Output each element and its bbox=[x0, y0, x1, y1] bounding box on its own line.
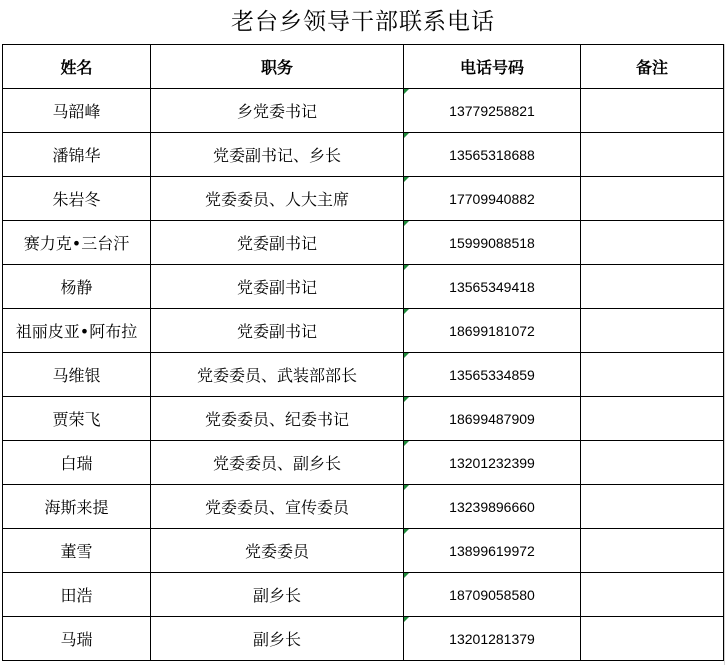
cell-name[interactable]: 杨静 bbox=[3, 265, 151, 309]
cell-phone[interactable]: 13239896660 bbox=[404, 485, 581, 529]
cell-phone[interactable]: 18699181072 bbox=[404, 309, 581, 353]
cell-phone[interactable]: 13565318688 bbox=[404, 133, 581, 177]
cell-phone[interactable]: 13201232399 bbox=[404, 441, 581, 485]
cell-phone[interactable]: 13565334859 bbox=[404, 353, 581, 397]
cell-role[interactable]: 党委委员、纪委书记 bbox=[151, 397, 404, 441]
cell-note[interactable] bbox=[581, 309, 724, 353]
cell-name[interactable]: 海斯来提 bbox=[3, 485, 151, 529]
header-name[interactable]: 姓名 bbox=[3, 45, 151, 89]
cell-name[interactable]: 潘锦华 bbox=[3, 133, 151, 177]
table-row bbox=[3, 89, 724, 133]
table-row bbox=[3, 485, 724, 529]
cell-name[interactable]: 董雪 bbox=[3, 529, 151, 573]
cell-role[interactable]: 党委副书记、乡长 bbox=[151, 133, 404, 177]
cell-name[interactable]: 祖丽皮亚•阿布拉 bbox=[3, 309, 151, 353]
cell-note[interactable] bbox=[581, 573, 724, 617]
table-row bbox=[3, 133, 724, 177]
cell-note[interactable] bbox=[581, 89, 724, 133]
table-row bbox=[3, 177, 724, 221]
table-row bbox=[3, 221, 724, 265]
table-row bbox=[3, 265, 724, 309]
cell-role[interactable]: 党委委员、宣传委员 bbox=[151, 485, 404, 529]
table-body bbox=[3, 89, 724, 661]
cell-phone[interactable]: 13899619972 bbox=[404, 529, 581, 573]
cell-name[interactable]: 马韶峰 bbox=[3, 89, 151, 133]
cell-note[interactable] bbox=[581, 397, 724, 441]
cell-note[interactable] bbox=[581, 177, 724, 221]
cell-note[interactable] bbox=[581, 133, 724, 177]
cell-note[interactable] bbox=[581, 265, 724, 309]
sheet-title[interactable]: 老台乡领导干部联系电话 bbox=[231, 9, 495, 35]
cell-note[interactable] bbox=[581, 529, 724, 573]
table-row bbox=[3, 573, 724, 617]
cell-name[interactable]: 马瑞 bbox=[3, 617, 151, 661]
cell-note[interactable] bbox=[581, 441, 724, 485]
cell-phone[interactable]: 15999088518 bbox=[404, 221, 581, 265]
header-row bbox=[3, 45, 724, 89]
cell-role[interactable]: 党委委员、武装部部长 bbox=[151, 353, 404, 397]
cell-name[interactable]: 赛力克•三台汗 bbox=[3, 221, 151, 265]
cell-role[interactable]: 副乡长 bbox=[151, 573, 404, 617]
table-row bbox=[3, 617, 724, 661]
sheet-gridline bbox=[724, 44, 725, 665]
cell-note[interactable] bbox=[581, 221, 724, 265]
cell-role[interactable]: 乡党委书记 bbox=[151, 89, 404, 133]
table-row bbox=[3, 397, 724, 441]
table-row bbox=[3, 353, 724, 397]
cell-name[interactable]: 田浩 bbox=[3, 573, 151, 617]
cell-name[interactable]: 朱岩冬 bbox=[3, 177, 151, 221]
cell-phone[interactable]: 13201281379 bbox=[404, 617, 581, 661]
cell-phone[interactable]: 13779258821 bbox=[404, 89, 581, 133]
cell-role[interactable]: 党委副书记 bbox=[151, 265, 404, 309]
cell-note[interactable] bbox=[581, 485, 724, 529]
cell-note[interactable] bbox=[581, 353, 724, 397]
table-row bbox=[3, 529, 724, 573]
cell-name[interactable]: 贾荣飞 bbox=[3, 397, 151, 441]
header-role[interactable]: 职务 bbox=[151, 45, 404, 89]
cell-name[interactable]: 白瑞 bbox=[3, 441, 151, 485]
cell-role[interactable]: 副乡长 bbox=[151, 617, 404, 661]
header-note[interactable]: 备注 bbox=[581, 45, 724, 89]
cell-phone[interactable]: 18699487909 bbox=[404, 397, 581, 441]
header-phone[interactable]: 电话号码 bbox=[404, 45, 581, 89]
table-row bbox=[3, 309, 724, 353]
cell-name[interactable]: 马维银 bbox=[3, 353, 151, 397]
cell-note[interactable] bbox=[581, 617, 724, 661]
cell-role[interactable]: 党委委员、人大主席 bbox=[151, 177, 404, 221]
cell-role[interactable]: 党委委员 bbox=[151, 529, 404, 573]
cell-phone[interactable]: 18709058580 bbox=[404, 573, 581, 617]
cell-role[interactable]: 党委副书记 bbox=[151, 309, 404, 353]
cell-phone[interactable]: 17709940882 bbox=[404, 177, 581, 221]
cell-role[interactable]: 党委委员、副乡长 bbox=[151, 441, 404, 485]
contact-table bbox=[2, 44, 724, 661]
cell-phone[interactable]: 13565349418 bbox=[404, 265, 581, 309]
cell-role[interactable]: 党委副书记 bbox=[151, 221, 404, 265]
table-row bbox=[3, 441, 724, 485]
